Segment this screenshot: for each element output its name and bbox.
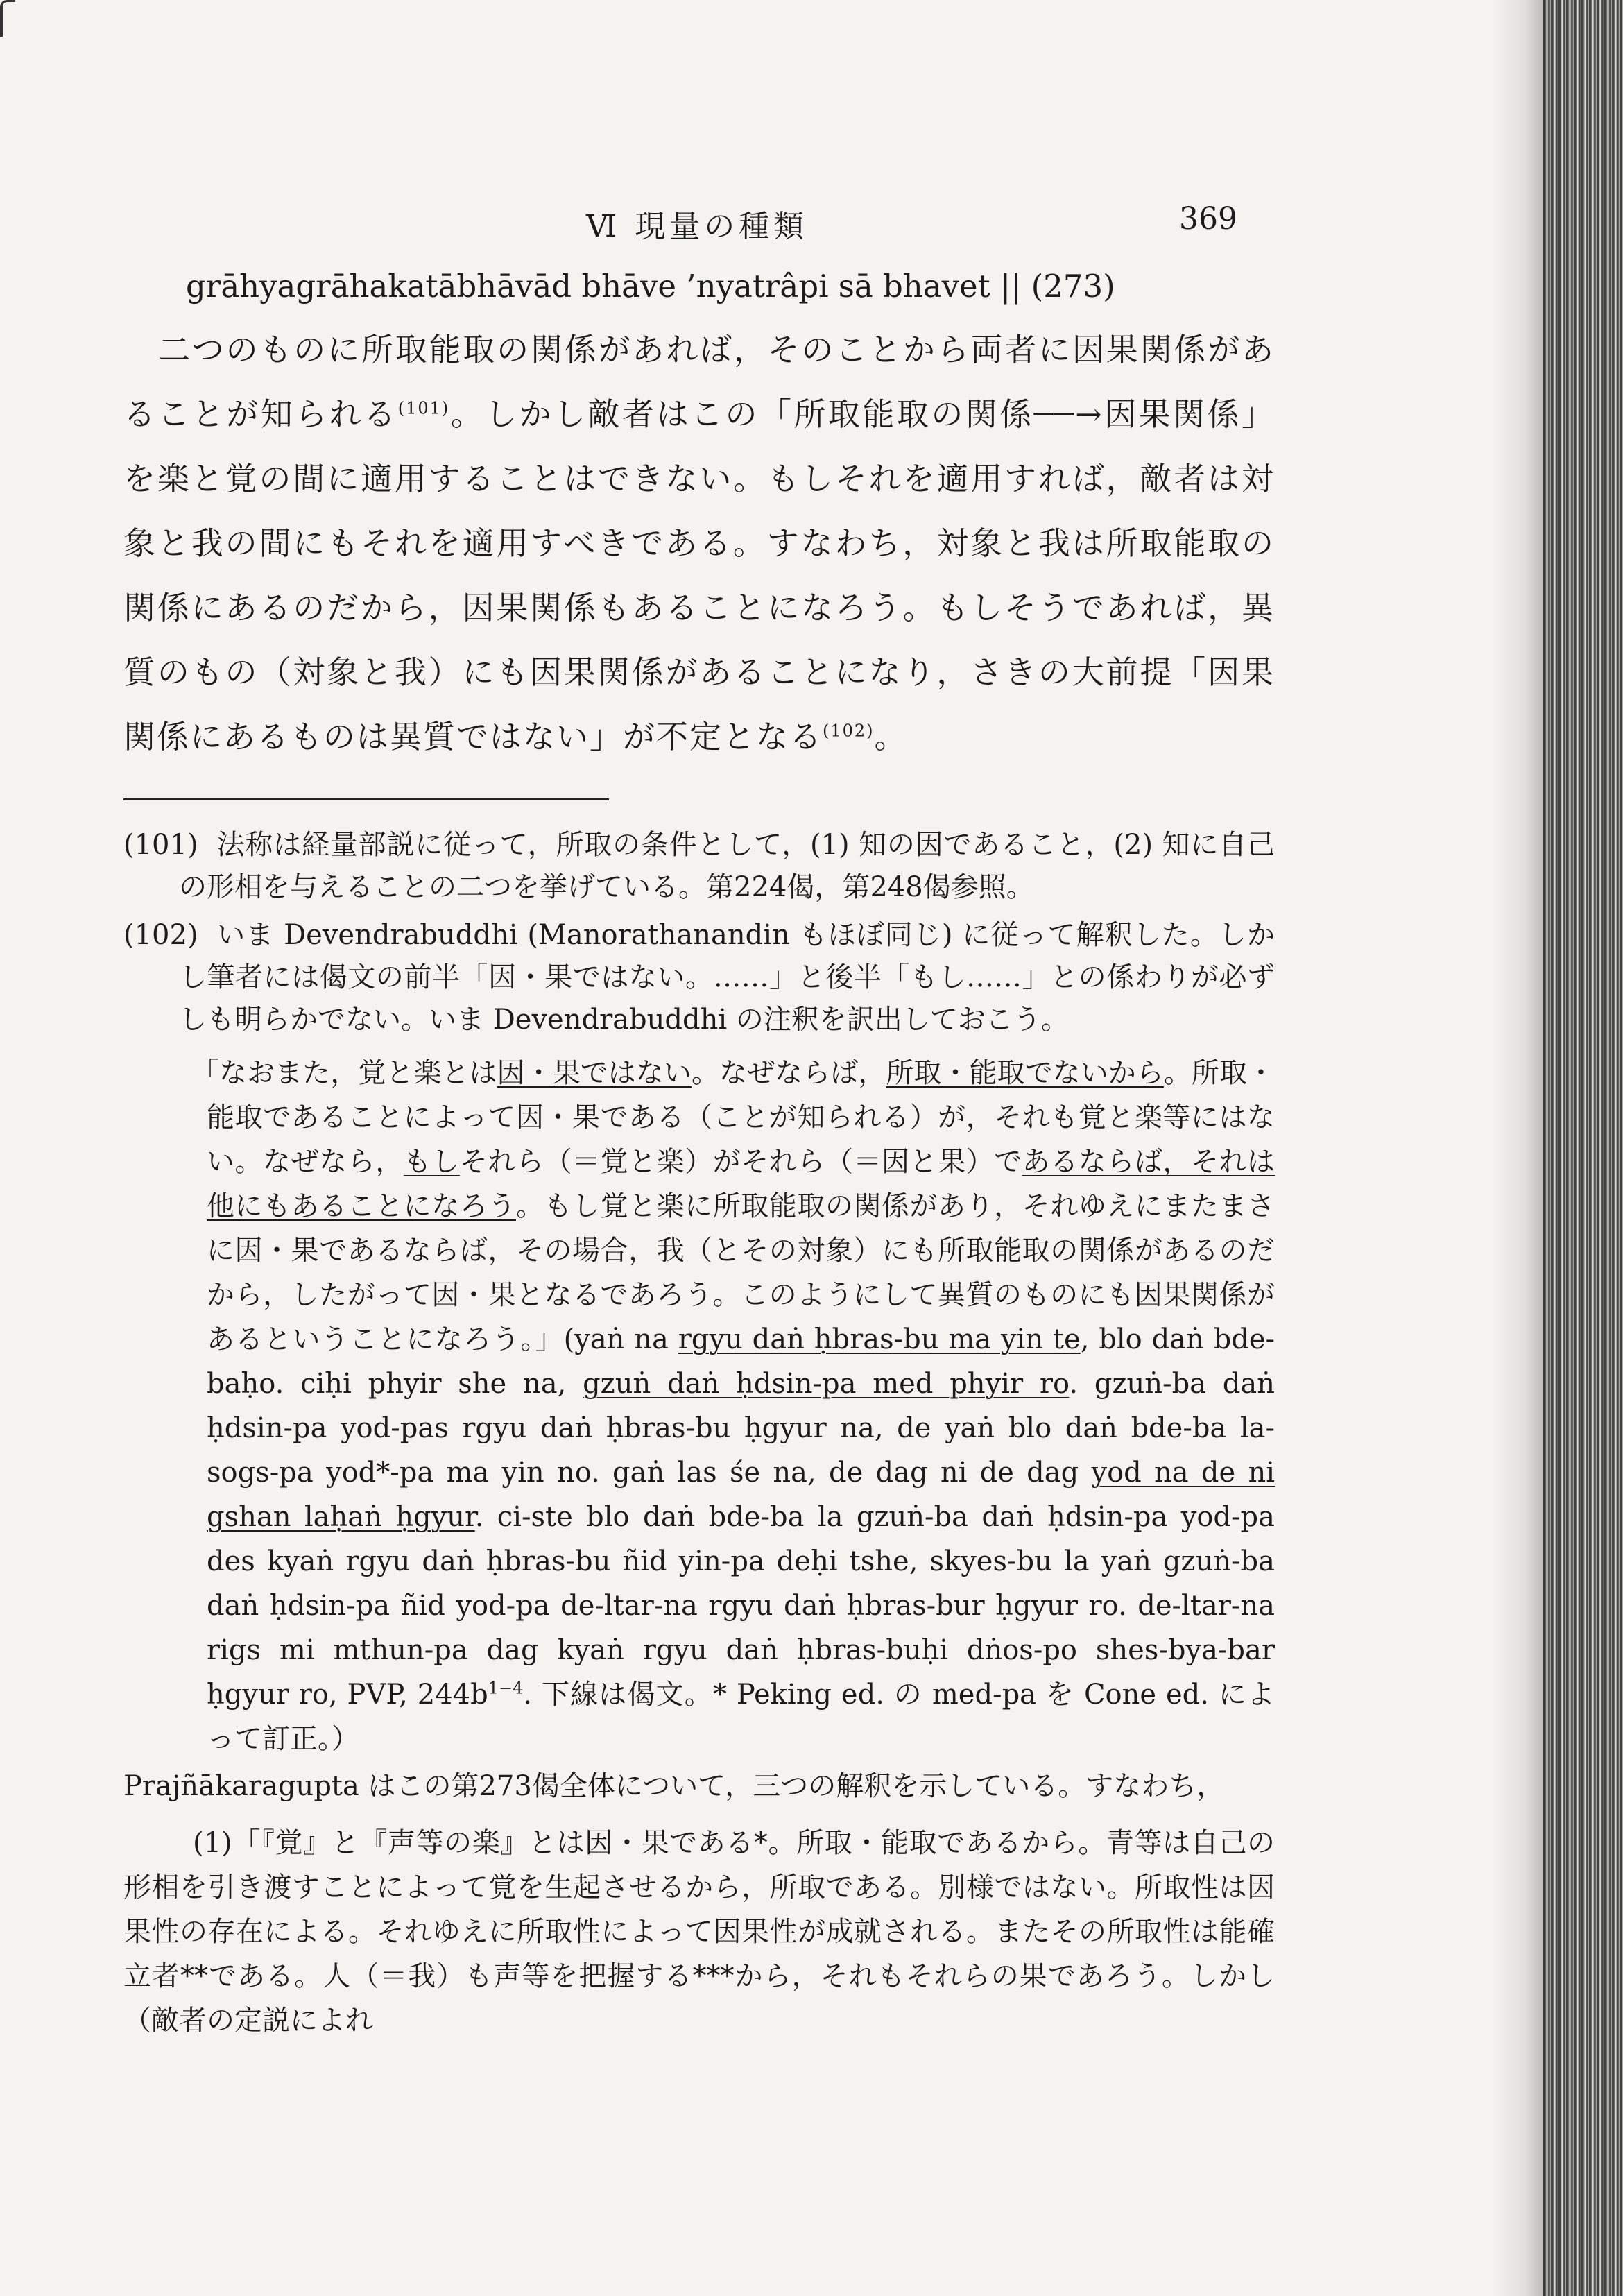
- quote-text: 。所取・能取であることによって因・果である（ことが知られる）が，それも覚と楽等にはない。なぜなら，: [207, 1057, 1276, 1178]
- footnote-101: [123, 824, 1275, 909]
- quote-text: 「なおまた，覚と楽とは: [191, 1057, 497, 1089]
- folio-line-range: 1−4: [488, 1678, 524, 1698]
- main-text-part-3: 。: [874, 718, 908, 755]
- commentary-quote: [191, 1051, 1276, 1761]
- running-title: Ⅵ 現量の種類: [586, 209, 809, 244]
- quote-text: . gzuṅ-ba daṅ ḥdsin-pa yod-pas rgyu daṅ ḥbras-bu ḥgyur na, de yaṅ blo daṅ bde-ba la-sogs-pa yod*-pa ma yin no. gaṅ las śe na, de dag ni de dag: [207, 1368, 1276, 1489]
- quote-text: . 下線は偈文。* Peking ed. の med-pa を Cone ed. によって訂正。）: [207, 1679, 1276, 1755]
- quote-text: 。もし覚と楽に所取能取の関係があり，それゆえにまたまさに因・果であるならば，その場合，我（とその対象）にも所取能取の関係があるのだから，したがって因・果となるであろう。このようにして異質のものにも因果関係があるということになろう。」(yaṅ na: [207, 1190, 1276, 1355]
- binding-shadow: [1491, 0, 1547, 2296]
- footnote-102-label: (102): [123, 919, 198, 951]
- quote-underlined: gzuṅ daṅ ḥdsin-pa med phyir ro: [583, 1368, 1070, 1400]
- quote-text: . ci-ste blo daṅ bde-ba la gzuṅ-ba daṅ ḥdsin-pa yod-pa des kyaṅ rgyu daṅ ḥbras-bu ñid yin-pa deḥi tshe, skyes-bu la yaṅ gzuṅ-ba daṅ ḥdsin-pa ñid yod-pa de-ltar-na rgyu daṅ ḥbras-bur ḥgyur ro. de-ltar-na rigs mi mthun-pa dag kyaṅ rgyu daṅ ḥbras-buḥi dṅos-po shes-bya-bar ḥgyur ro, PVP, 244b: [207, 1501, 1275, 1711]
- quote-text: , blo daṅ bde-baḥo. ciḥi phyir she na,: [207, 1323, 1276, 1400]
- main-paragraph: [123, 318, 1275, 769]
- quote-underlined: rgyu daṅ ḥbras-bu ma yin te: [678, 1323, 1081, 1355]
- page-corner-mark: [0, 0, 15, 37]
- page-number: 369: [1179, 201, 1237, 237]
- footnote-102-text: いま Devendrabuddhi (Manorathanandin もほぼ同じ) に従って解釈した。しかし筆者には偈文の前半「因・果ではない。……」と後半「もし……」との係わりが必ずしも明らかでない。いま Devendrabuddhi の注釈を訳出しておこう。: [179, 919, 1275, 1036]
- footnote-rule: [123, 798, 609, 800]
- page-body: [123, 262, 1275, 2043]
- page-edge-stack: [1543, 0, 1623, 2296]
- footnote-101-label: (101): [123, 829, 198, 861]
- quote-underlined: 所取・能取でないから: [886, 1057, 1164, 1089]
- footnote-101-text: 法称は経量部説に従って，所取の条件として，(1) 知の因であること，(2) 知に自己の形相を与えることの二つを挙げている。第224偈，第248偈参照。: [179, 829, 1275, 903]
- page-header: [0, 201, 1623, 243]
- main-text-part-1: 二つのものに所取能取の関係があれば，そのことから両者に因果関係があることが知られる: [123, 331, 1275, 433]
- footnote-continuation: Prajñākaragupta はこの第273偈全体について，三つの解釈を示している。すなわち，: [123, 1770, 1225, 1802]
- quote-underlined: 因・果ではない: [497, 1057, 692, 1089]
- main-text-part-2: 。しかし敵者はこの「所取能取の関係──→因果関係」を楽と覚の間に適用することはできない。もしそれを適用すれば，敵者は対象と我の間にもそれを適用すべきである。すなわち，対象と我は所取能取の関係にあるのだから，因果関係もあることになろう。もしそうであれば，異質のもの（対象と我）にも因果関係があることになり，さきの大前提「因果関係にあるものは異質ではない」が不定となる: [123, 395, 1275, 755]
- quote-underlined: もし: [403, 1146, 460, 1178]
- quote-text: 。なぜならば，: [691, 1057, 886, 1089]
- sanskrit-verse: grāhyagrāhakatābhāvād bhāve ’nyatrâpi sā bhavet || (273): [186, 268, 1115, 305]
- quote-underlined: yod na de ni gshan laḥaṅ ḥgyur: [207, 1457, 1276, 1533]
- quote-underlined: あるならば，それは他にもあることになろう: [207, 1146, 1276, 1222]
- quote-text: それら（＝覚と楽）がそれら（＝因と果）で: [459, 1146, 1022, 1178]
- footnote-ref-101: (101): [397, 398, 450, 418]
- footnote-102: [123, 914, 1275, 1041]
- interpretation-1: (1)「『覚』と『声等の楽』とは因・果である*。所取・能取であるから。青等は自己の形相を引き渡すことによって覚を生起させるから，所取である。別様ではない。所取性は因果性の存在による。それゆえに所取性によって因果性が成就される。またその所取性は能確立者**である。人（＝我）も声等を把握する***から，それもそれらの果であろう。しかし（敵者の定説によれ: [123, 1827, 1275, 2037]
- footnote-ref-102: (102): [823, 721, 875, 741]
